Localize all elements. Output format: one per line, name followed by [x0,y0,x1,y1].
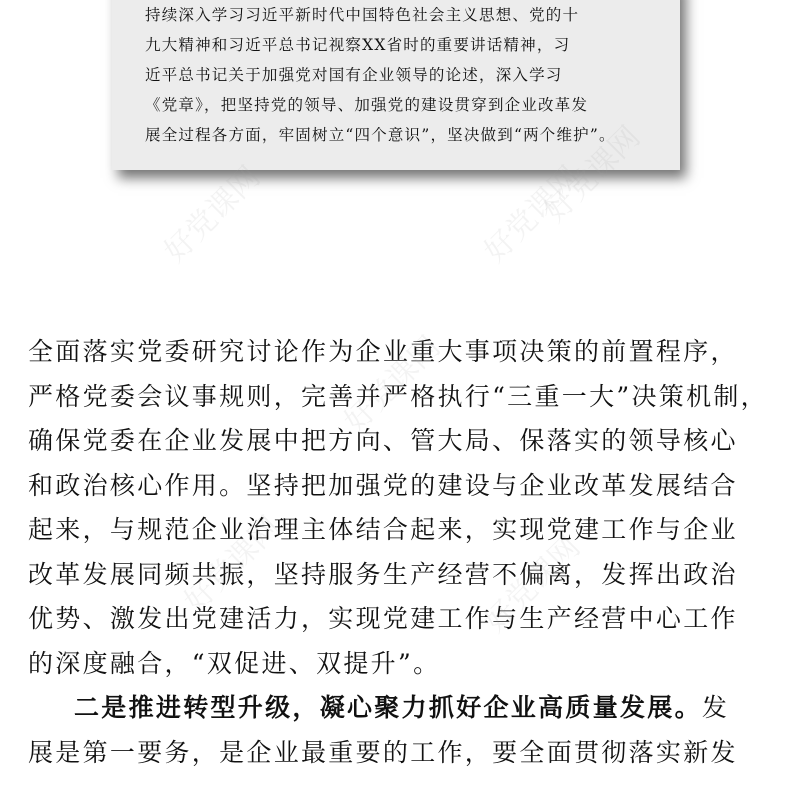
body-line: 确保党委在企业发展中把方向、管大局、保落实的领导核心 [28,426,738,455]
watermark: 好党课网 [337,329,448,440]
quote-line: 近平总书记关于加强党对国有企业领导的论述，深入学习 [145,66,563,84]
quote-line: 《党章》，把坚持党的领导、加强党的建设贯穿到企业改革发 [145,96,589,114]
body-line: 展是第一要务，是企业最重要的工作，要全面贯彻落实新发 [28,737,738,767]
body-line: 优势、激发出党建活力，实现党建工作与生产经营中心工作 [28,604,738,633]
quote-line: 持续深入学习习近平新时代中国特色社会主义思想、党的十 [145,6,580,24]
body-line: 的深度融合，“双促进、双提升”。 [28,648,441,678]
quote-line: 九大精神和习近平总书记视察XX省时的重要讲话精神，习 [145,36,571,54]
quote-card-text [145,0,665,150]
body-line: 起来，与规范企业治理主体结合起来，实现党建工作与企业 [28,515,738,544]
body-line: 和政治核心作用。坚持把加强党的建设与企业改革发展结合 [28,470,738,500]
watermark: 好党课网 [477,529,588,640]
body-line: 严格党委会议事规则，完善并严格执行“三重一大”决策机制， [28,381,768,411]
document-body [28,330,788,775]
section-heading: 二是推进转型升级，凝心聚力抓好企业高质量发展。 [74,693,702,722]
section-heading-line [28,686,788,731]
watermark: 好党课网 [157,159,268,270]
watermark: 好党课网 [177,509,288,620]
body-line: 全面落实党委研究讨论作为企业重大事项决策的前置程序， [28,337,738,366]
quote-line: 展全过程各方面，牢固树立“四个意识”，坚决做到“两个维护”。 [145,126,616,144]
watermark: 好党课网 [477,159,588,270]
body-line: 改革发展同频共振，坚持服务生产经营不偏离，发挥出政治 [28,559,738,589]
section-heading-tail: 发 [701,693,730,722]
watermark: 好党课网 [537,119,648,230]
